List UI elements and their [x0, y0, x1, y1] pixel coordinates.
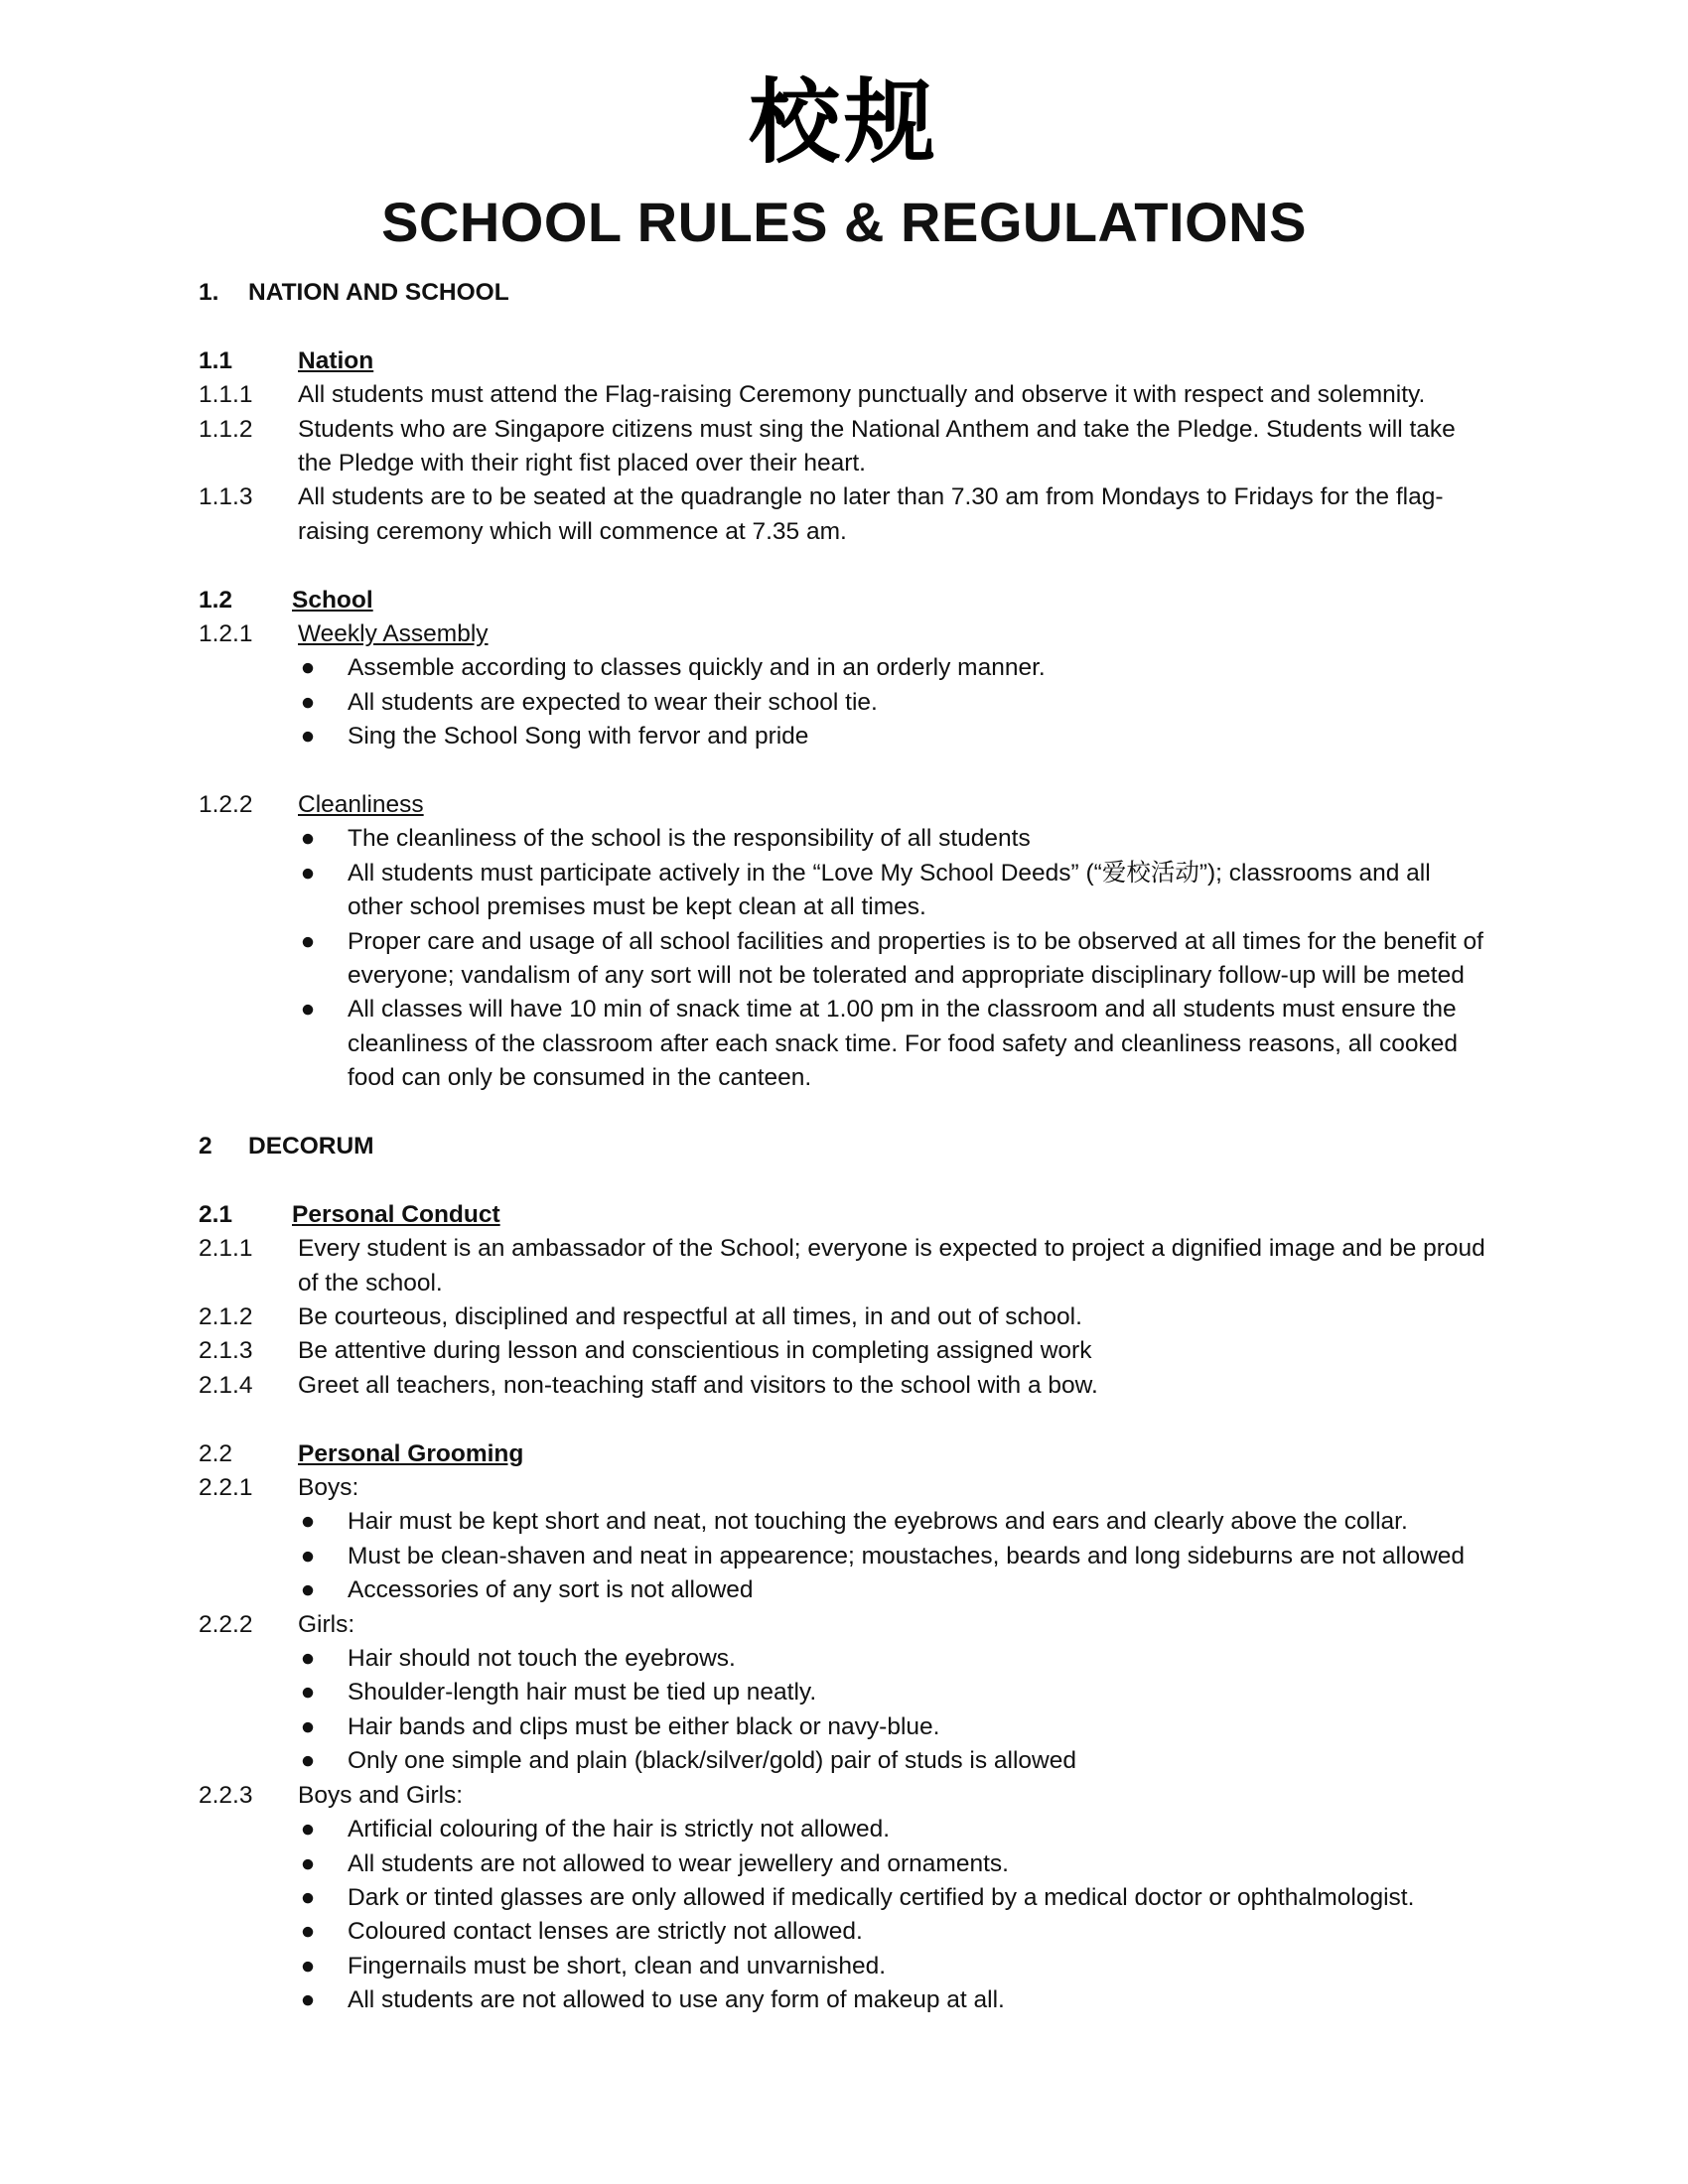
bullet-icon: ● — [300, 1849, 316, 1877]
rule-item — [199, 1334, 1489, 1368]
section-number: 2 — [199, 1133, 212, 1160]
boys-and-girls-heading — [199, 1779, 1489, 1813]
bullet-icon: ● — [300, 1952, 316, 1979]
bullet-item — [300, 1642, 1489, 1676]
rule-item — [199, 1300, 1489, 1334]
subsection-nation-heading — [199, 344, 1489, 378]
bullet-icon: ● — [300, 1883, 316, 1911]
rule-number: 1.1.2 — [199, 415, 253, 443]
bullet-icon: ● — [300, 927, 316, 955]
bullet-item — [300, 686, 1489, 720]
bullet-text: Must be clean-shaven and neat in appearence; moustaches, beards and long sideburns are not allowed — [348, 1542, 1466, 1570]
rule-number: 2.1.4 — [199, 1371, 253, 1399]
section-number: 1. — [199, 279, 219, 306]
bullet-text: Accessories of any sort is not allowed — [348, 1576, 754, 1604]
bullet-text: Shoulder-length hair must be tied up neatly. — [348, 1679, 817, 1706]
rule-number: 2.2.1 — [199, 1474, 253, 1502]
bullet-item — [300, 1813, 1489, 1846]
bullet-item — [300, 1983, 1489, 2017]
chinese-title: 校规 — [748, 68, 939, 176]
weekly-assembly-heading — [199, 617, 1489, 651]
rule-heading: Girls: — [298, 1610, 355, 1638]
bullet-item — [300, 1744, 1489, 1778]
bullet-icon: ● — [300, 1918, 316, 1946]
subsection-school-heading — [199, 584, 1489, 617]
rule-text: Be courteous, disciplined and respectful at all times, in and out of school. — [298, 1303, 1082, 1331]
rule-text: Be attentive during lesson and conscientious in completing assigned work — [298, 1337, 1092, 1365]
bullet-item — [300, 1505, 1489, 1539]
page-title: SCHOOL RULES & REGULATIONS — [381, 191, 1307, 253]
subsection-title: Nation — [298, 346, 374, 374]
bullet-item — [300, 1710, 1489, 1744]
rule-number: 2.1.2 — [199, 1303, 253, 1331]
subsection-number: 2.1 — [199, 1200, 233, 1228]
bullet-text: Artificial colouring of the hair is strictly not allowed. — [348, 1816, 891, 1843]
bullet-icon: ● — [300, 996, 316, 1024]
bullet-text: Hair must be kept short and neat, not touching the eyebrows and ears and clearly above the collar. — [348, 1508, 1408, 1536]
bullet-text: Dark or tinted glasses are only allowed if medically certified by a medical doctor or ophthalmologist. — [348, 1883, 1415, 1911]
rule-text: Students who are Singapore citizens must sing the National Anthem and take the Pledge. Students will take the Pledge with their right fist placed over their heart. — [298, 415, 1456, 477]
subsection-conduct-heading — [199, 1198, 1489, 1232]
rule-number: 1.1.1 — [199, 381, 253, 409]
spacer — [199, 1163, 1489, 1197]
boys-heading — [199, 1471, 1489, 1505]
bullet-text: All classes will have 10 min of snack time at 1.00 pm in the classroom and all students must ensure the cleanliness of the classroom after each snack time. For food safety and cleanliness reasons, all cooked food can only be consumed in the canteen. — [348, 996, 1459, 1092]
bullet-icon: ● — [300, 1508, 316, 1536]
bullet-item — [300, 651, 1489, 685]
bullet-text: All students are expected to wear their school tie. — [348, 688, 878, 716]
rule-item — [199, 413, 1489, 481]
bullet-text: Proper care and usage of all school facilities and properties is to be observed at all times for the benefit of everyone; vandalism of any sort will not be tolerated and appropriate disciplinary follow-up will be meted — [348, 927, 1483, 990]
rule-item — [199, 1369, 1489, 1403]
bullet-icon: ● — [300, 654, 316, 682]
bullet-icon: ● — [300, 1679, 316, 1706]
rule-number: 2.1.3 — [199, 1337, 253, 1365]
spacer — [199, 1403, 1489, 1436]
bullet-item — [300, 1915, 1489, 1949]
bullet-icon: ● — [300, 1986, 316, 2014]
spacer — [199, 310, 1489, 343]
bullet-text: Hair should not touch the eyebrows. — [348, 1645, 736, 1673]
subsection-title: School — [292, 586, 373, 614]
bullet-text: All students must participate actively in the “Love My School Deeds” (“爱校活动”); classrooms and all other school premises must be kept clean at all times. — [348, 859, 1431, 921]
bullet-text: All students are not allowed to use any form of makeup at all. — [348, 1986, 1005, 2014]
bullet-item — [300, 822, 1489, 856]
rule-text: All students are to be seated at the quadrangle no later than 7.30 am from Mondays to Fridays for the flag-raising ceremony which will commence at 7.35 am. — [298, 483, 1444, 545]
rule-text: All students must attend the Flag-raising Ceremony punctually and observe it with respect and solemnity. — [298, 381, 1426, 409]
rule-number: 2.1.1 — [199, 1235, 253, 1263]
bullet-item — [300, 1950, 1489, 1983]
rule-heading: Weekly Assembly — [298, 619, 489, 647]
rule-number: 2.2.2 — [199, 1610, 253, 1638]
bullet-icon: ● — [300, 688, 316, 716]
bullet-icon: ● — [300, 723, 316, 751]
rule-number: 2.2.3 — [199, 1781, 253, 1809]
spacer — [199, 754, 1489, 788]
bullet-text: The cleanliness of the school is the responsibility of all students — [348, 825, 1031, 853]
spacer — [199, 549, 1489, 583]
section-2-heading — [199, 1130, 1489, 1163]
bullet-text: Assemble according to classes quickly and in an orderly manner. — [348, 654, 1046, 682]
subsection-grooming-heading — [199, 1437, 1489, 1471]
bullet-item — [300, 1676, 1489, 1709]
rule-item — [199, 1232, 1489, 1300]
bullet-icon: ● — [300, 1816, 316, 1843]
rule-text: Greet all teachers, non-teaching staff and visitors to the school with a bow. — [298, 1371, 1098, 1399]
bullet-icon: ● — [300, 1645, 316, 1673]
bullet-icon: ● — [300, 1542, 316, 1570]
rule-item — [199, 378, 1489, 412]
rule-heading: Cleanliness — [298, 791, 424, 818]
bullet-item — [300, 925, 1489, 994]
bullet-item — [300, 1881, 1489, 1915]
bullet-text: Sing the School Song with fervor and pride — [348, 723, 809, 751]
subsection-title: Personal Conduct — [292, 1200, 500, 1228]
spacer — [199, 1096, 1489, 1130]
subsection-number: 1.1 — [199, 346, 233, 374]
rule-number: 1.2.2 — [199, 791, 253, 818]
bullet-item — [300, 1847, 1489, 1881]
bullet-text: Only one simple and plain (black/silver/gold) pair of studs is allowed — [348, 1747, 1076, 1775]
bullet-text: Hair bands and clips must be either black or navy-blue. — [348, 1712, 940, 1740]
bullet-icon: ● — [300, 859, 316, 887]
bullet-icon: ● — [300, 825, 316, 853]
subsection-title: Personal Grooming — [298, 1439, 524, 1467]
bullet-item — [300, 720, 1489, 753]
rules-content — [199, 276, 1489, 2018]
rule-number: 1.2.1 — [199, 619, 253, 647]
cleanliness-heading — [199, 788, 1489, 822]
bullet-icon: ● — [300, 1576, 316, 1604]
section-1-heading — [199, 276, 1489, 310]
rule-item — [199, 480, 1489, 549]
bullet-item — [300, 1540, 1489, 1573]
rule-heading: Boys and Girls: — [298, 1781, 464, 1809]
bullet-text: All students are not allowed to wear jewellery and ornaments. — [348, 1849, 1009, 1877]
rule-text: Every student is an ambassador of the School; everyone is expected to project a dignified image and be proud of the school. — [298, 1235, 1485, 1297]
bullet-text: Fingernails must be short, clean and unvarnished. — [348, 1952, 887, 1979]
girls-heading — [199, 1608, 1489, 1642]
rule-heading: Boys: — [298, 1474, 359, 1502]
subsection-number: 1.2 — [199, 586, 233, 614]
rule-number: 1.1.3 — [199, 483, 253, 511]
bullet-icon: ● — [300, 1712, 316, 1740]
bullet-item — [300, 857, 1489, 925]
bullet-text: Coloured contact lenses are strictly not allowed. — [348, 1918, 863, 1946]
bullet-icon: ● — [300, 1747, 316, 1775]
subsection-number: 2.2 — [199, 1439, 233, 1467]
section-title: NATION AND SCHOOL — [248, 279, 509, 306]
section-title: DECORUM — [248, 1133, 374, 1160]
bullet-item — [300, 993, 1489, 1095]
bullet-item — [300, 1573, 1489, 1607]
